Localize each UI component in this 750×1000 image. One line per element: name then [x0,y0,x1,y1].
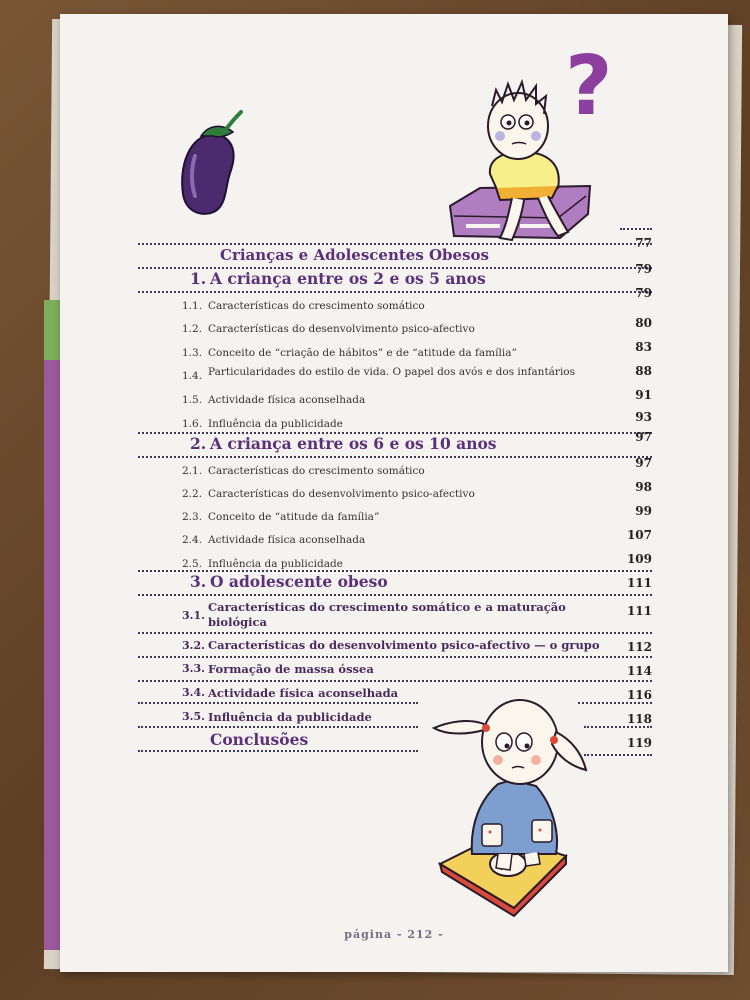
toc-item-title: Características do desenvolvimento psico-afectivo — o grupo [208,638,600,652]
toc-page-number: 112 [626,640,652,654]
toc-item-number: 1.3. [182,347,203,359]
toc-item-number: 1.6. [182,418,203,430]
toc-item-title: Conceito de “atitude da família” [208,511,380,523]
dotted-leader [578,702,652,704]
toc-item-title: Influência da publicidade [208,710,372,724]
toc-page-number: 97 [635,430,652,444]
dotted-leader [138,243,652,245]
toc-item-title-line1: Características do crescimento somático e a maturação [208,600,566,614]
toc-item-title: Características do crescimento somático [208,465,425,477]
toc-page-number: 93 [635,410,652,424]
toc-page-number: 114 [626,664,652,678]
toc-main-title: Crianças e Adolescentes Obesos [220,246,489,264]
toc-page-number: 98 [635,480,652,494]
dotted-leader [138,680,652,682]
toc-item-number: 3.2. [182,639,205,652]
toc-item-number: 3.3. [182,662,205,675]
toc-item-number: 2.3. [182,511,203,523]
toc-item-number: 1.2. [182,323,203,335]
toc-section-3-title: O adolescente obeso [210,572,388,591]
dotted-leader [584,726,652,728]
toc-page-number: 77 [635,236,652,250]
toc-page-number: 91 [635,388,652,402]
toc-page-number: 79 [635,286,652,300]
toc-section-1-number: 1. [190,269,207,288]
dotted-leader [584,754,652,756]
toc-item-number: 2.5. [182,558,203,570]
toc-item-title: Particularidades do estilo de vida. O papel dos avós e dos infantários [208,366,576,378]
dotted-leader [138,632,652,634]
toc-page-number: 111 [626,576,652,590]
dotted-leader [138,456,652,458]
toc-item-title: Características do desenvolvimento psico-afectivo [208,488,475,500]
toc-item-title: Características do crescimento somático [208,300,425,312]
toc-page-number: 99 [635,504,652,518]
toc-item-title: Conceito de “criação de hábitos” e de “atitude da família” [208,347,517,359]
toc-page-number: 83 [635,340,652,354]
toc-page-number: 109 [626,552,652,566]
dotted-leader [620,228,652,230]
dotted-leader [138,726,418,728]
toc-page-number: 80 [635,316,652,330]
toc-item-title: Influência da publicidade [208,418,343,430]
toc-item-number: 2.4. [182,534,203,546]
toc-section-3-number: 3. [190,572,207,591]
question-mark-glyph: ? [565,39,613,134]
toc-item-number: 1.1. [182,300,203,312]
toc-page-number: 116 [626,688,652,702]
book-page [60,14,728,972]
toc-item-number: 3.4. [182,686,205,699]
toc-item-number: 2.1. [182,465,203,477]
toc-item-number: 3.5. [182,710,205,723]
dotted-leader [138,594,652,596]
toc-section-1-title: A criança entre os 2 e os 5 anos [210,269,486,288]
toc-page-number: 97 [635,456,652,470]
dotted-leader [138,750,418,752]
dotted-leader [138,702,418,704]
toc-item-number: 3.1. [182,609,205,622]
toc-item-title: Actividade física aconselhada [208,686,399,700]
toc-page-number: 111 [626,604,652,618]
toc-item-number: 2.2. [182,488,203,500]
toc-item-title: Características do desenvolvimento psico-afectivo [208,323,475,335]
toc-item-title: Influência da publicidade [208,558,343,570]
toc-item-number: 1.5. [182,394,203,406]
table-of-contents [60,14,728,972]
toc-item-title: Formação de massa óssea [208,662,374,676]
toc-page-number: 107 [626,528,652,542]
toc-section-2-number: 2. [190,434,207,453]
toc-item-title: Actividade física aconselhada [208,534,366,546]
toc-page-number: 79 [635,262,652,276]
toc-item-title: Actividade física aconselhada [208,394,366,406]
toc-page-number: 88 [635,364,652,378]
toc-item-number: 1.4. [182,370,203,382]
toc-page-number: 119 [626,736,652,750]
dotted-leader [138,291,652,293]
dotted-leader [138,656,652,658]
toc-conclusion-title: Conclusões [210,730,309,749]
toc-section-2-title: A criança entre os 6 e os 10 anos [210,434,497,453]
toc-page-number: 118 [626,712,652,726]
toc-item-title-line2: biológica [208,615,267,629]
page-footer: página - 212 - [344,928,444,941]
